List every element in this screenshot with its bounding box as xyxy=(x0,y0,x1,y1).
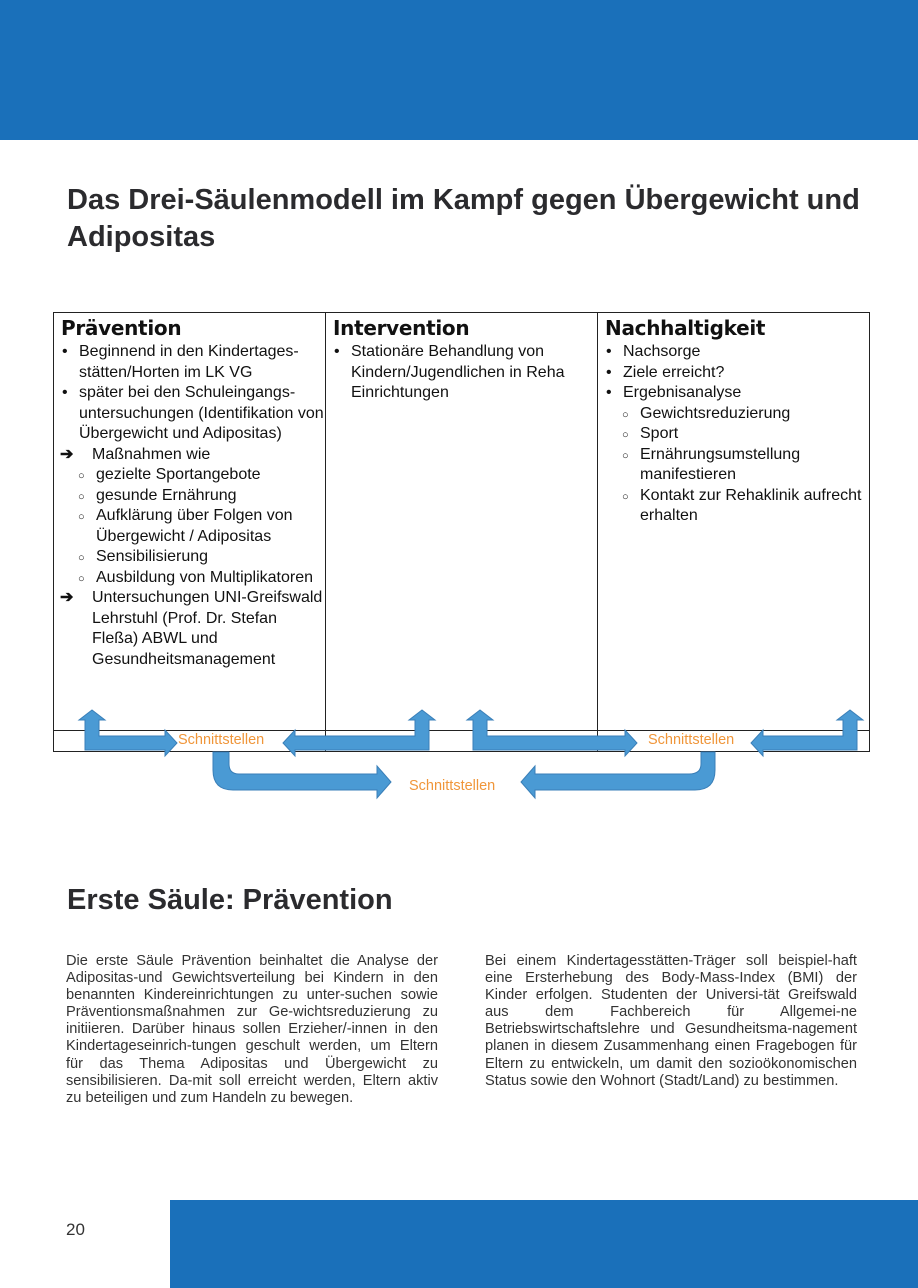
arrow-center-right xyxy=(467,710,637,756)
list-item-sub: ○ Aufklärung über Folgen von Übergewicht / Adipositas xyxy=(54,506,325,547)
three-pillar-diagram xyxy=(53,312,870,812)
paragraph-right: Bei einem Kindertagesstätten-Träger soll beispiel-haft eine Ersterhebung des Body-Mass-Index (BMI) der Kinder erfolgen. Studenten der Universi-tät Greifswald aus dem Fachbereich für Allgemei-ne Betriebswirtschaftslehre und Gesundheitsma-nagement planen in diesem Zusammenhang einen Fragebogen für Eltern zu entwickeln, um damit den sozioökonomischen Status sowie den Wohnort (Stadt/Land) zu bestimmen. xyxy=(485,953,857,1089)
page-title: Das Drei-Säulenmodell im Kampf gegen Übergewicht und Adipositas xyxy=(67,184,860,253)
interface-label-right: Schnittstellen xyxy=(648,732,735,748)
list-item-sub: ○ gezielte Sportangebote xyxy=(54,465,325,486)
list-item-sub: ○ Ausbildung von Multiplikatoren xyxy=(54,568,325,589)
list-item-bullet: • später bei den Schuleingangs-untersuchungen (Identifikation von Übergewicht und Adipositas) xyxy=(54,383,325,445)
arrow-center-left xyxy=(283,710,435,756)
arrow-bottom-right xyxy=(213,752,391,798)
list-item-sub: ○ Ernährungsumstellung manifestieren xyxy=(598,445,869,486)
list-item-bullet: • Stationäre Behandlung von Kindern/Jugendlichen in Reha Einrichtungen xyxy=(326,342,597,404)
arrow-bottom-left xyxy=(521,752,715,798)
pillar-title: Intervention xyxy=(333,316,470,340)
list-item-bullet: • Beginnend in den Kindertages-stätten/Horten im LK VG xyxy=(54,342,325,383)
interface-label-bottom: Schnittstellen xyxy=(409,778,496,794)
interface-label-left: Schnittstellen xyxy=(178,732,265,748)
list-item-sub: ○ Gewichtsreduzierung xyxy=(598,404,869,425)
list-item-bullet: • Ziele erreicht? xyxy=(598,363,869,384)
pillar-title: Prävention xyxy=(61,316,182,340)
page-number: 20 xyxy=(66,1220,85,1239)
list-item-sub: ○ Sport xyxy=(598,424,869,445)
list-item-sub: ○ Sensibilisierung xyxy=(54,547,325,568)
pillar-title: Nachhaltigkeit xyxy=(605,316,766,340)
list-item-sub: ○ gesunde Ernährung xyxy=(54,486,325,507)
footer-band xyxy=(170,1200,918,1288)
list-item-arrow: ➔ Untersuchungen UNI-Greifswald Lehrstuhl (Prof. Dr. Stefan Fleßa) ABWL und Gesundheitsmanagement xyxy=(54,588,325,670)
arrow-right-left xyxy=(751,710,863,756)
list-item-arrow: ➔ Maßnahmen wie xyxy=(54,445,325,466)
list-item-sub: ○ Kontakt zur Rehaklinik aufrecht erhalten xyxy=(598,486,869,527)
header-band xyxy=(0,0,918,140)
list-item-bullet: • Ergebnisanalyse xyxy=(598,383,869,404)
connector-arrows xyxy=(53,312,870,812)
section-title: Erste Säule: Prävention xyxy=(67,884,393,916)
arrow-left-up-right xyxy=(79,710,177,756)
paragraph-left: Die erste Säule Prävention beinhaltet die Analyse der Adipositas-und Gewichtsverteilung bei Kindern in den benannten Kindereinrichtungen zu unter-suchen sowie Präventionsmaßnahmen zur Ge-wichtsreduzierung zu initiieren. Darüber hinaus sollen Erzieher/-innen in den Kindertageseinrich-tungen geschult werden, um Eltern für das Thema Adipositas und Übergewicht zu sensibilisieren. Da-mit soll erreicht werden, Eltern aktiv zu beteiligen und zum Handeln zu bewegen. xyxy=(66,953,438,1106)
list-item-bullet: • Nachsorge xyxy=(598,342,869,363)
